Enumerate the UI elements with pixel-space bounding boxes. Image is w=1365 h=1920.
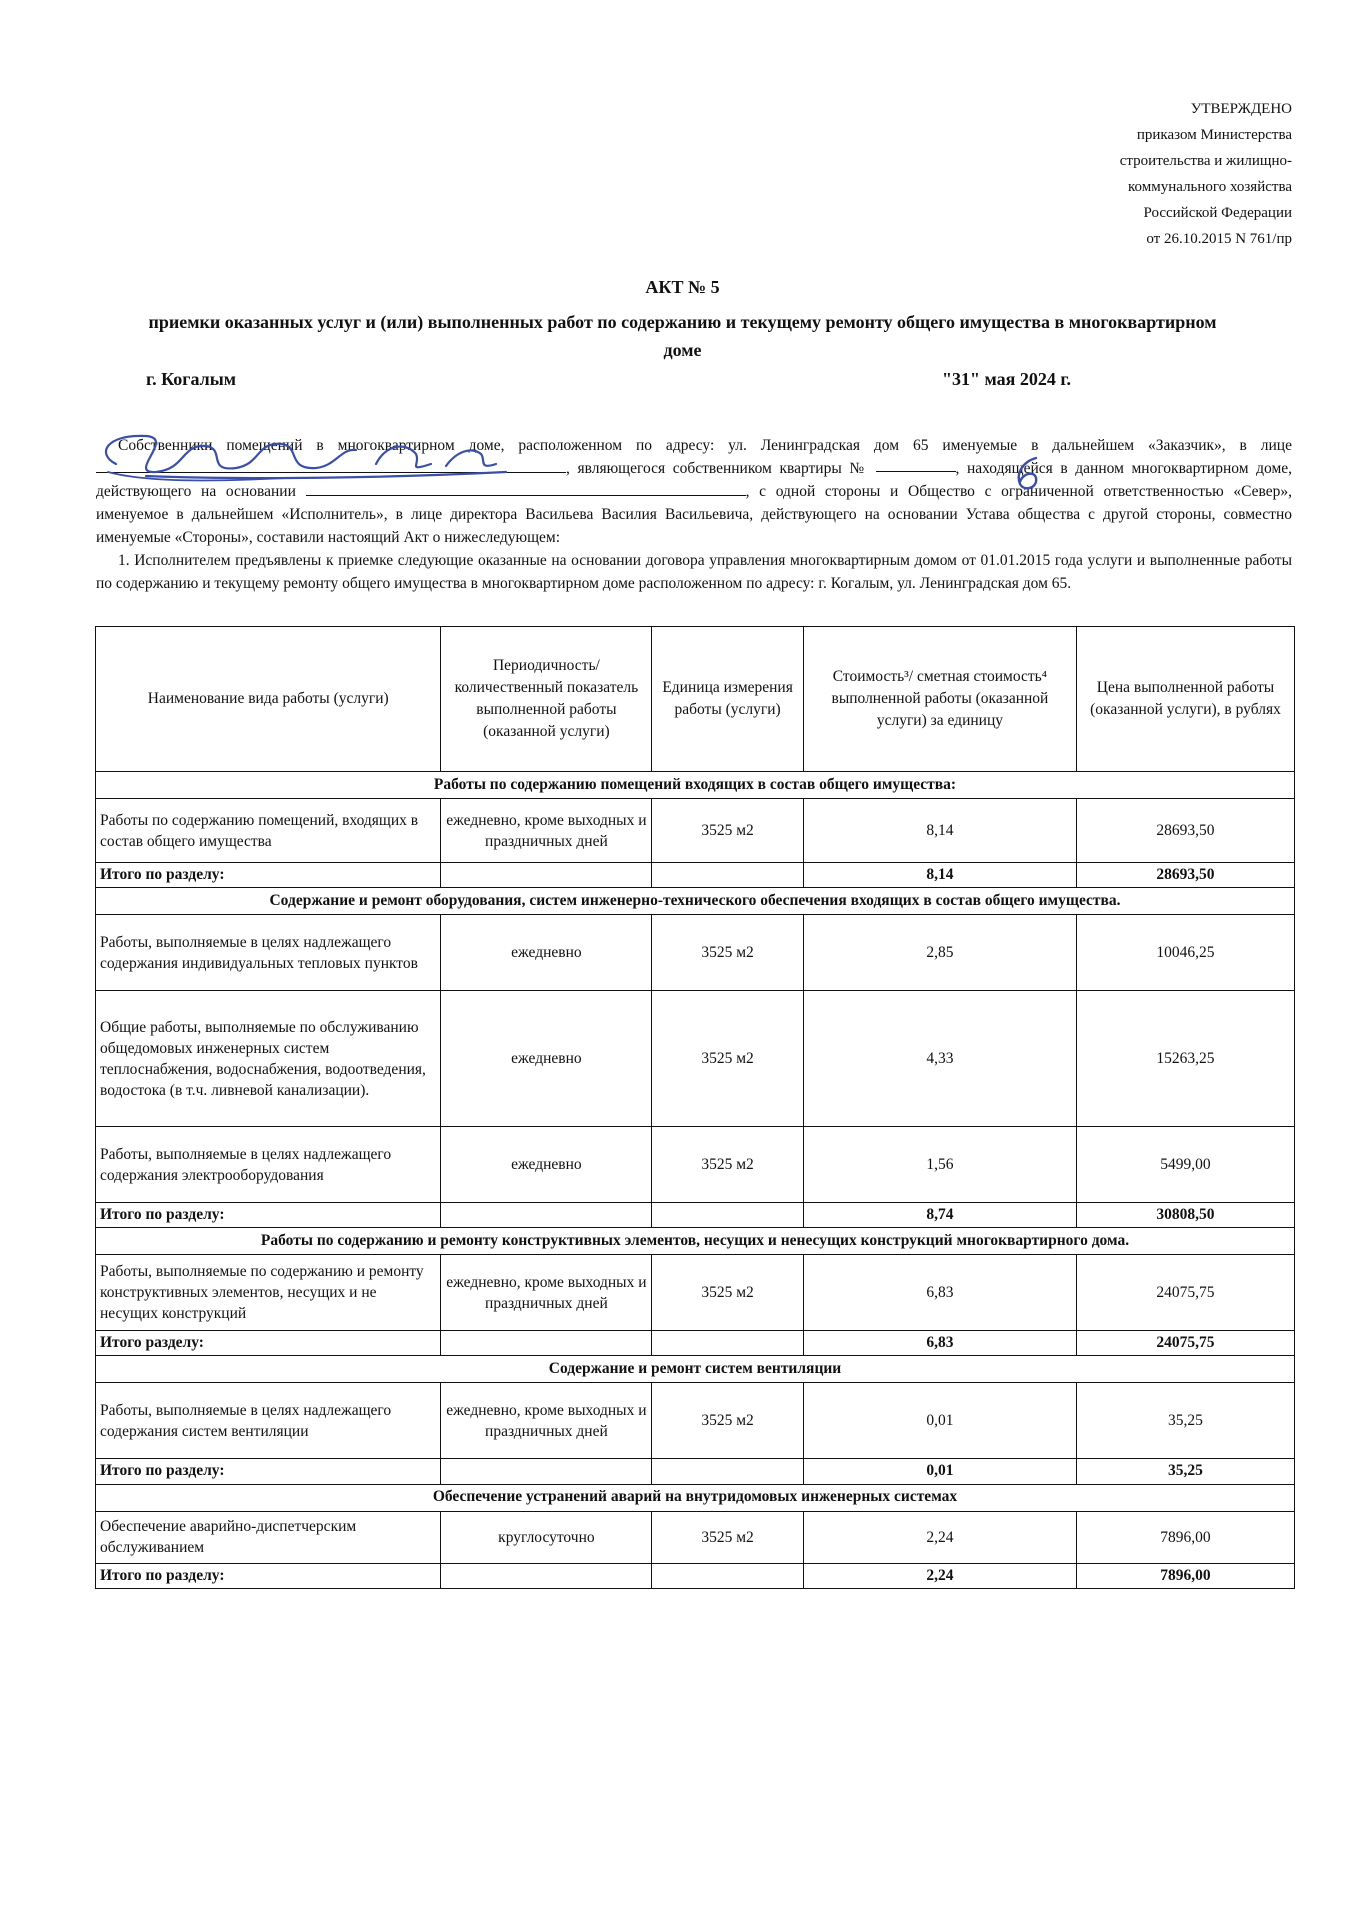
table-row xyxy=(96,799,1295,863)
work-cost: 2,85 xyxy=(803,915,1076,991)
representative-blank xyxy=(96,458,566,473)
header-price: Цена выполненной работы (оказанной услуги), в рублях xyxy=(1076,627,1294,772)
empty-cell xyxy=(652,1563,804,1588)
header-work-name: Наименование вида работы (услуги) xyxy=(96,627,441,772)
work-unit: 3525 м2 xyxy=(652,1511,804,1563)
work-cost: 1,56 xyxy=(803,1127,1076,1203)
empty-cell xyxy=(441,1331,652,1356)
section-total-row xyxy=(96,1563,1295,1588)
document-subtitle: приемки оказанных услуг и (или) выполненных работ по содержанию и текущему ремонту общего имущества в многоквартирном доме xyxy=(148,312,1217,360)
work-unit: 3525 м2 xyxy=(652,915,804,991)
section-row xyxy=(96,1484,1295,1511)
apartment-number xyxy=(876,457,956,472)
preamble-paragraph-parties xyxy=(96,434,1292,549)
empty-cell xyxy=(441,1563,652,1588)
empty-cell xyxy=(441,1459,652,1484)
preamble-text: , находящейся в данном многоквартирном доме, действующего на основании xyxy=(96,460,1293,500)
work-period: ежедневно, кроме выходных и праздничных дней xyxy=(441,799,652,863)
work-unit: 3525 м2 xyxy=(652,991,804,1127)
total-label: Итого по разделу: xyxy=(96,1563,441,1588)
table-row xyxy=(96,1255,1295,1331)
work-price: 28693,50 xyxy=(1076,799,1294,863)
approval-line: приказом Министерства xyxy=(1136,127,1292,143)
total-price: 30808,50 xyxy=(1076,1203,1294,1228)
work-price: 35,25 xyxy=(1076,1383,1294,1459)
preamble-text: Собственники помещений в многоквартирном доме, расположенном по адресу: ул. Ленинградская дом 65 именуемые в дальнейшем «Заказчик», в лице xyxy=(118,437,1292,454)
total-cost: 0,01 xyxy=(803,1459,1076,1484)
work-name: Работы, выполняемые в целях надлежащего содержания электрооборудования xyxy=(96,1127,441,1203)
total-label: Итого по разделу: xyxy=(96,863,441,888)
work-period: ежедневно xyxy=(441,1127,652,1203)
total-label: Итого разделу: xyxy=(96,1331,441,1356)
approval-line: строительства и жилищно- xyxy=(1119,153,1292,169)
work-cost: 0,01 xyxy=(803,1383,1076,1459)
section-row xyxy=(96,888,1295,915)
table-row xyxy=(96,991,1295,1127)
section-total-row xyxy=(96,1331,1295,1356)
document-date: "31" мая 2024 г. xyxy=(942,369,1072,389)
total-label: Итого по разделу: xyxy=(96,1459,441,1484)
approval-line: от 26.10.2015 N 761/пр xyxy=(1146,231,1292,247)
section-row xyxy=(96,1356,1295,1383)
work-name: Работы по содержанию помещений, входящих в состав общего имущества xyxy=(96,799,441,863)
header-unit-cost: Стоимость³/ сметная стоимость⁴ выполненной работы (оказанной услуги) за единицу xyxy=(803,627,1076,772)
table-header-row xyxy=(96,627,1295,772)
empty-cell xyxy=(652,1459,804,1484)
work-cost: 2,24 xyxy=(803,1511,1076,1563)
empty-cell xyxy=(652,1203,804,1228)
approval-stamp-block xyxy=(1040,96,1292,252)
work-cost: 4,33 xyxy=(803,991,1076,1127)
work-name: Обеспечение аварийно-диспетчерским обслуживанием xyxy=(96,1511,441,1563)
work-price: 15263,25 xyxy=(1076,991,1294,1127)
work-price: 5499,00 xyxy=(1076,1127,1294,1203)
section-title: Обеспечение устранений аварий на внутридомовых инженерных системах xyxy=(96,1484,1295,1511)
work-name: Общие работы, выполняемые по обслуживанию общедомовых инженерных систем теплоснабжения, водоснабжения, водоотведения, водостока (в т.ч. ливневой канализации). xyxy=(96,991,441,1127)
total-cost: 8,14 xyxy=(803,863,1076,888)
total-price: 24075,75 xyxy=(1076,1331,1294,1356)
work-price: 7896,00 xyxy=(1076,1511,1294,1563)
section-title: Работы по содержанию и ремонту конструктивных элементов, несущих и ненесущих конструкций многоквартирного дома. xyxy=(96,1228,1295,1255)
work-name: Работы, выполняемые по содержанию и ремонту конструктивных элементов, несущих и не несущих конструкций xyxy=(96,1255,441,1331)
section-title: Содержание и ремонт систем вентиляции xyxy=(96,1356,1295,1383)
section-row xyxy=(96,1228,1295,1255)
empty-cell xyxy=(441,1203,652,1228)
table-row xyxy=(96,1511,1295,1563)
preamble-text: , являющегося собственником квартиры № xyxy=(566,460,868,477)
section-row xyxy=(96,772,1295,799)
work-cost: 8,14 xyxy=(803,799,1076,863)
document-city: г. Когалым xyxy=(146,369,237,389)
work-name: Работы, выполняемые в целях надлежащего содержания индивидуальных тепловых пунктов xyxy=(96,915,441,991)
preamble xyxy=(96,434,1292,595)
approval-line: коммунального хозяйства xyxy=(1128,179,1292,195)
work-period: ежедневно xyxy=(441,915,652,991)
work-period: круглосуточно xyxy=(441,1511,652,1563)
empty-cell xyxy=(441,863,652,888)
work-period: ежедневно, кроме выходных и праздничных дней xyxy=(441,1383,652,1459)
header-periodicity: Периодичность/ количественный показатель выполненной работы (оказанной услуги) xyxy=(441,627,652,772)
preamble-text: , с одной стороны и Общество с ограниченной ответственностью «Север», именуемое в дальнейшем «Исполнитель», в лице директора Васильева Василия Васильевича, действующего на основании Устава общества с другой стороны, совместно именуемые «Стороны», составили настоящий Акт о нижеследующем: xyxy=(96,483,1293,546)
document-title: АКТ № 5 xyxy=(645,277,720,297)
works-table xyxy=(95,626,1295,1589)
work-unit: 3525 м2 xyxy=(652,1255,804,1331)
table-row xyxy=(96,915,1295,991)
total-cost: 2,24 xyxy=(803,1563,1076,1588)
work-unit: 3525 м2 xyxy=(652,799,804,863)
section-title: Содержание и ремонт оборудования, систем инженерно-технического обеспечения входящих в состав общего имущества. xyxy=(96,888,1295,915)
approval-line: Российской Федерации xyxy=(1143,205,1292,221)
preamble-paragraph-services: 1. Исполнителем предъявлены к приемке следующие оказанные на основании договора управления многоквартирным домом от 01.01.2015 года услуги и выполненные работы по содержанию и текущему ремонту общего имущества в многоквартирном доме расположенном по адресу: г. Когалым, ул. Ленинградская дом 65. xyxy=(96,552,1292,592)
work-price: 10046,25 xyxy=(1076,915,1294,991)
total-cost: 8,74 xyxy=(803,1203,1076,1228)
work-price: 24075,75 xyxy=(1076,1255,1294,1331)
total-price: 7896,00 xyxy=(1076,1563,1294,1588)
basis-blank xyxy=(306,481,746,496)
header-unit: Единица измерения работы (услуги) xyxy=(652,627,804,772)
section-title: Работы по содержанию помещений входящих в состав общего имущества: xyxy=(96,772,1295,799)
table-row xyxy=(96,1383,1295,1459)
empty-cell xyxy=(652,1331,804,1356)
table-row xyxy=(96,1127,1295,1203)
total-cost: 6,83 xyxy=(803,1331,1076,1356)
approval-line: УТВЕРЖДЕНО xyxy=(1190,101,1292,117)
work-unit: 3525 м2 xyxy=(652,1383,804,1459)
work-period: ежедневно, кроме выходных и праздничных дней xyxy=(441,1255,652,1331)
work-name: Работы, выполняемые в целях надлежащего содержания систем вентиляции xyxy=(96,1383,441,1459)
work-period: ежедневно xyxy=(441,991,652,1127)
section-total-row xyxy=(96,863,1295,888)
section-total-row xyxy=(96,1203,1295,1228)
empty-cell xyxy=(652,863,804,888)
work-unit: 3525 м2 xyxy=(652,1127,804,1203)
section-total-row xyxy=(96,1459,1295,1484)
total-label: Итого по разделу: xyxy=(96,1203,441,1228)
work-cost: 6,83 xyxy=(803,1255,1076,1331)
total-price: 35,25 xyxy=(1076,1459,1294,1484)
total-price: 28693,50 xyxy=(1076,863,1294,888)
